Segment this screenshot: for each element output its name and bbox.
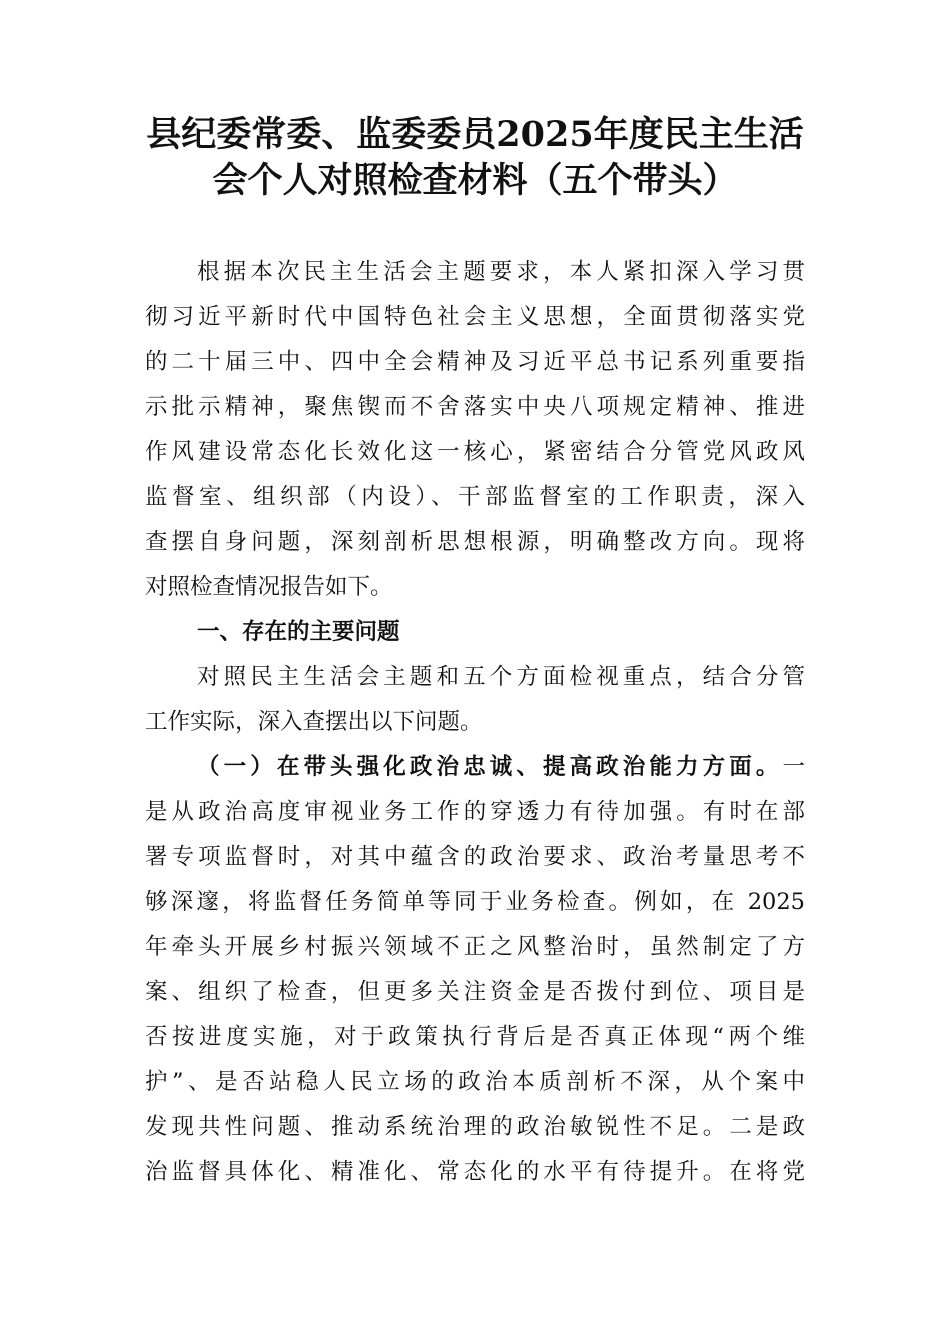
text-line: 发现共性问题、推动系统治理的政治敏锐性不足。二是政	[145, 1114, 805, 1140]
text-line: 够深邃，将监督任务简单等同于业务检查。例如，在 2025	[145, 889, 805, 915]
text-line: 是从政治高度审视业务工作的穿透力有待加强。有时在部	[145, 799, 805, 825]
text-fragment: 一	[782, 754, 805, 780]
text-line: 否按进度实施，对于政策执行背后是否真正体现“两个维	[145, 1024, 805, 1050]
text-line: 对照检查情况报告如下。	[145, 574, 393, 600]
text-line: 的二十届三中、四中全会精神及习近平总书记系列重要指	[145, 349, 805, 375]
section-intro-paragraph	[145, 655, 805, 745]
item-1-paragraph	[145, 745, 805, 1195]
title-line-2: 会个人对照检查材料（五个带头）	[212, 160, 738, 201]
text-line: 工作实际，深入查摆出以下问题。	[145, 709, 483, 735]
text-line: 彻习近平新时代中国特色社会主义思想，全面贯彻落实党	[145, 304, 805, 330]
text-line: 年牵头开展乡村振兴领域不正之风整治时，虽然制定了方	[145, 934, 805, 960]
text-line: 署专项监督时，对其中蕴含的政治要求、政治考量思考不	[145, 844, 805, 870]
title-line-1: 县纪委常委、监委委员2025年度民主生活	[146, 114, 804, 155]
text-line: 监督室、组织部（内设）、干部监督室的工作职责，深入	[145, 484, 805, 510]
text-line: 查摆自身问题，深刻剖析思想根源，明确整改方向。现将	[145, 529, 805, 555]
item-heading: （一）在带头强化政治忠诚、提高政治能力方面。	[197, 754, 783, 780]
text-line: 对照民主生活会主题和五个方面检视重点，结合分管	[197, 664, 805, 690]
section-heading: 一、存在的主要问题	[197, 619, 400, 645]
text-line: 治监督具体化、精准化、常态化的水平有待提升。在将党	[145, 1159, 805, 1185]
document-body	[145, 250, 805, 1195]
text-line: 护”、是否站稳人民立场的政治本质剖析不深，从个案中	[145, 1069, 805, 1095]
text-line	[145, 745, 805, 790]
text-line: 案、组织了检查，但更多关注资金是否拨付到位、项目是	[145, 979, 805, 1005]
document-title	[140, 112, 810, 204]
text-line: 作风建设常态化长效化这一核心，紧密结合分管党风政风	[145, 439, 805, 465]
text-line: 根据本次民主生活会主题要求，本人紧扣深入学习贯	[197, 259, 805, 285]
text-line: 示批示精神，聚焦锲而不舍落实中央八项规定精神、推进	[145, 394, 805, 420]
intro-paragraph	[145, 250, 805, 610]
